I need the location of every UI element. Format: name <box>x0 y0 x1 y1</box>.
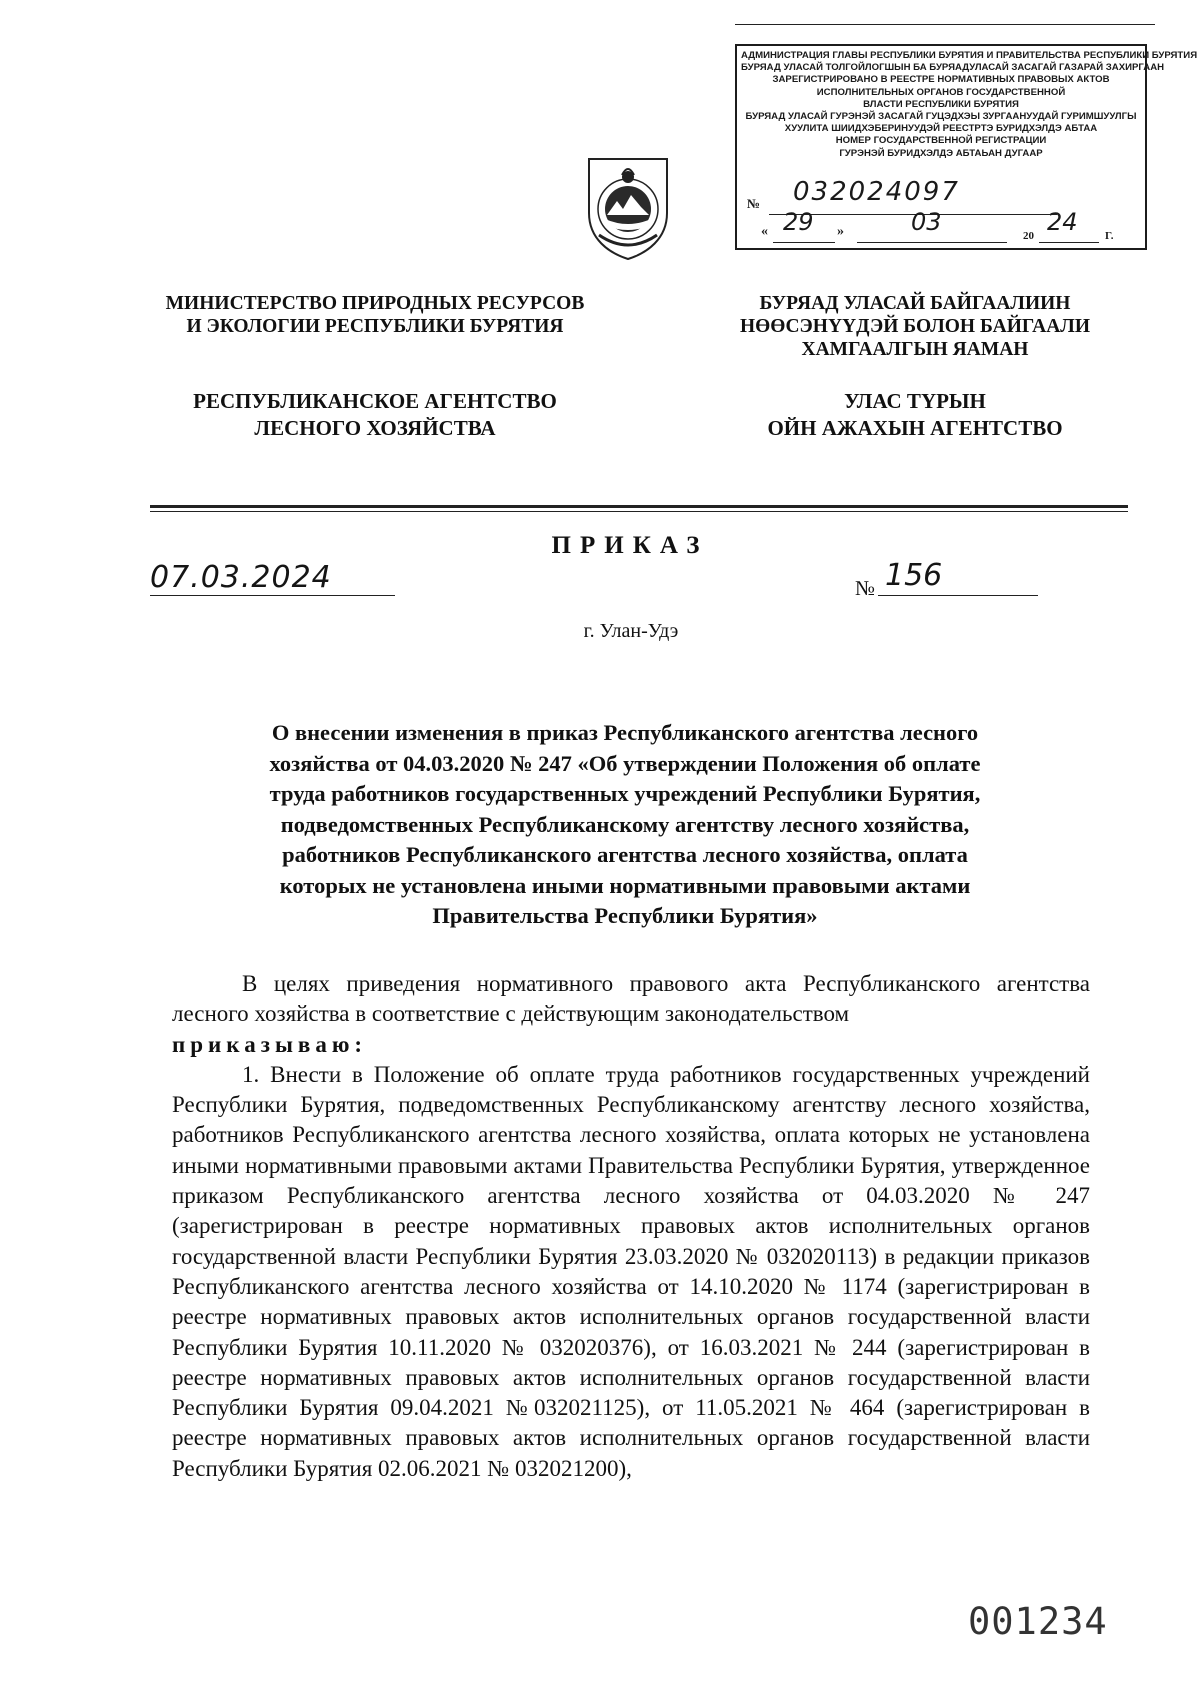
stamp-registration-number: 032024097 <box>793 177 960 207</box>
stamp-year-suffix: 24 <box>1047 208 1078 236</box>
page-number: 001234 <box>968 1600 1108 1643</box>
stamp-line: БУРЯАД УЛАСАЙ ГУРЭНЭЙ ЗАСАГАЙ ГУЦЭДХЭЫ ЗУРГААНУУДАЙ ГУРИМШУУЛГЫ <box>745 111 1137 123</box>
stamp-day: 29 <box>783 208 814 236</box>
order-heading: О внесении изменения в приказ Республиканского агентства лесного хозяйства от 04.03.2020 № 247 «Об утверждении Положения об оплате труда работников государственных учреждений Республики Бурятия, подведомственных Республиканскому агентству лесного хозяйства, работников Республиканского агентства лесного хозяйства, оплата которых не установлена иными нормативными правовыми актами Правительства Республики Бурятия» <box>269 720 981 928</box>
stamp-line: БУРЯАД УЛАСАЙ ТОЛГОЙЛОГШЫН БА БУРЯАДУЛАСАЙ ЗАСАГАЙ ГАЗАРАЙ ЗАХИРГААН <box>741 62 1165 74</box>
body-prikazyvayu: приказываю: <box>172 1031 368 1057</box>
stamp-year-mark: Г. <box>1105 230 1114 242</box>
stamp-line: ХУУЛИТА ШИИДХЭБЕРИНУУДЭЙ РЕЕСТРТЭ БУРИДХЭЛДЭ АБТАА <box>784 123 1098 135</box>
coat-of-arms-emblem <box>583 155 673 263</box>
stamp-line: ЗАРЕГИСТРИРОВАНО В РЕЕСТРЕ НОРМАТИВНЫХ ПРАВОВЫХ АКТОВ <box>772 74 1110 86</box>
registration-stamp <box>735 44 1198 250</box>
order-number-label: № <box>855 576 876 600</box>
order-date: 07.03.2024 <box>150 560 332 595</box>
body-intro: В целях приведения нормативного правового акта Республиканского агентства лесного хозяйства в соответствие с действующим законодательством <box>172 971 1090 1027</box>
order-number: 156 <box>885 558 943 593</box>
order-number-underline <box>878 595 1038 596</box>
order-city: г. Улан-Удэ <box>583 620 679 642</box>
header-divider <box>150 505 1128 508</box>
order-body <box>172 969 1090 1484</box>
stamp-top-rule <box>735 24 1155 25</box>
ministry-name-bu: БУРЯАД УЛАСАЙ БАЙГААЛИИН НӨӨСЭНҮҮДЭЙ БОЛОН БАЙГААЛИ ХАМГААЛГЫН ЯАМАН <box>739 293 1091 360</box>
stamp-line: АДМИНИСТРАЦИЯ ГЛАВЫ РЕСПУБЛИКИ БУРЯТИЯ И ПРАВИТЕЛЬСТВА РЕСПУБЛИКИ БУРЯТИЯ <box>741 50 1198 61</box>
body-item-1: 1. Внести в Положение об оплате труда работников государственных учреждений Республики Бурятия, подведомственных Республиканскому агентству лесного хозяйства, работников Республиканского агентства лесного хозяйства, оплата которых не установлена иными нормативными правовыми актами Правительства Республики Бурятия, утвержденное приказом Республиканского агентства лесного хозяйства от 04.03.2020 № 247 (зарегистрирован в реестре нормативных правовых актов исполнительных органов государственной власти Республики Бурятия 23.03.2020 № 032020113) в редакции приказов Республиканского агентства лесного хозяйства от 14.10.2020 № 1174 (зарегистрирован в реестре нормативных правовых актов исполнительных органов государственной власти Республики Бурятия 10.11.2020 № 032020376), от 16.03.2021 № 244 (зарегистрирован в реестре нормативных правовых актов исполнительных органов государственной власти Республики Бурятия 09.04.2021 №032021125), от 11.05.2021 № 464 (зарегистрирован в реестре нормативных правовых актов исполнительных органов государственной власти Республики Бурятия 02.06.2021 № 032021200), <box>172 1061 1090 1481</box>
stamp-line: НОМЕР ГОСУДАРСТВЕННОЙ РЕГИСТРАЦИИ <box>835 135 1047 147</box>
stamp-line: ВЛАСТИ РЕСПУБЛИКИ БУРЯТИЯ <box>863 98 1019 110</box>
header-divider-thin <box>150 511 1128 512</box>
stamp-line: ИСПОЛНИТЕЛЬНЫХ ОРГАНОВ ГОСУДАРСТВЕННОЙ <box>816 86 1066 98</box>
document-title: ПРИКАЗ <box>551 532 709 559</box>
order-date-underline <box>150 595 395 596</box>
agency-name-ru: РЕСПУБЛИКАНСКОЕ АГЕНТСТВО ЛЕСНОГО ХОЗЯЙСТВА <box>193 389 557 440</box>
stamp-year-prefix: 20 <box>1023 230 1034 242</box>
ministry-name-ru: МИНИСТЕРСТВО ПРИРОДНЫХ РЕСУРСОВ И ЭКОЛОГИИ РЕСПУБЛИКИ БУРЯТИЯ <box>165 293 585 337</box>
stamp-line: ГУРЭНЭЙ БУРИДХЭЛДЭ АБТАЬАН ДУГААР <box>839 147 1043 159</box>
stamp-month: 03 <box>911 208 942 236</box>
agency-name-bu: УЛАС ТҮРЫН ОЙН АЖАХЫН АГЕНТСТВО <box>767 389 1063 440</box>
stamp-date-row: « 29 » 03 20 24 Г. <box>761 208 1114 242</box>
stamp-number-label: № <box>747 196 761 211</box>
